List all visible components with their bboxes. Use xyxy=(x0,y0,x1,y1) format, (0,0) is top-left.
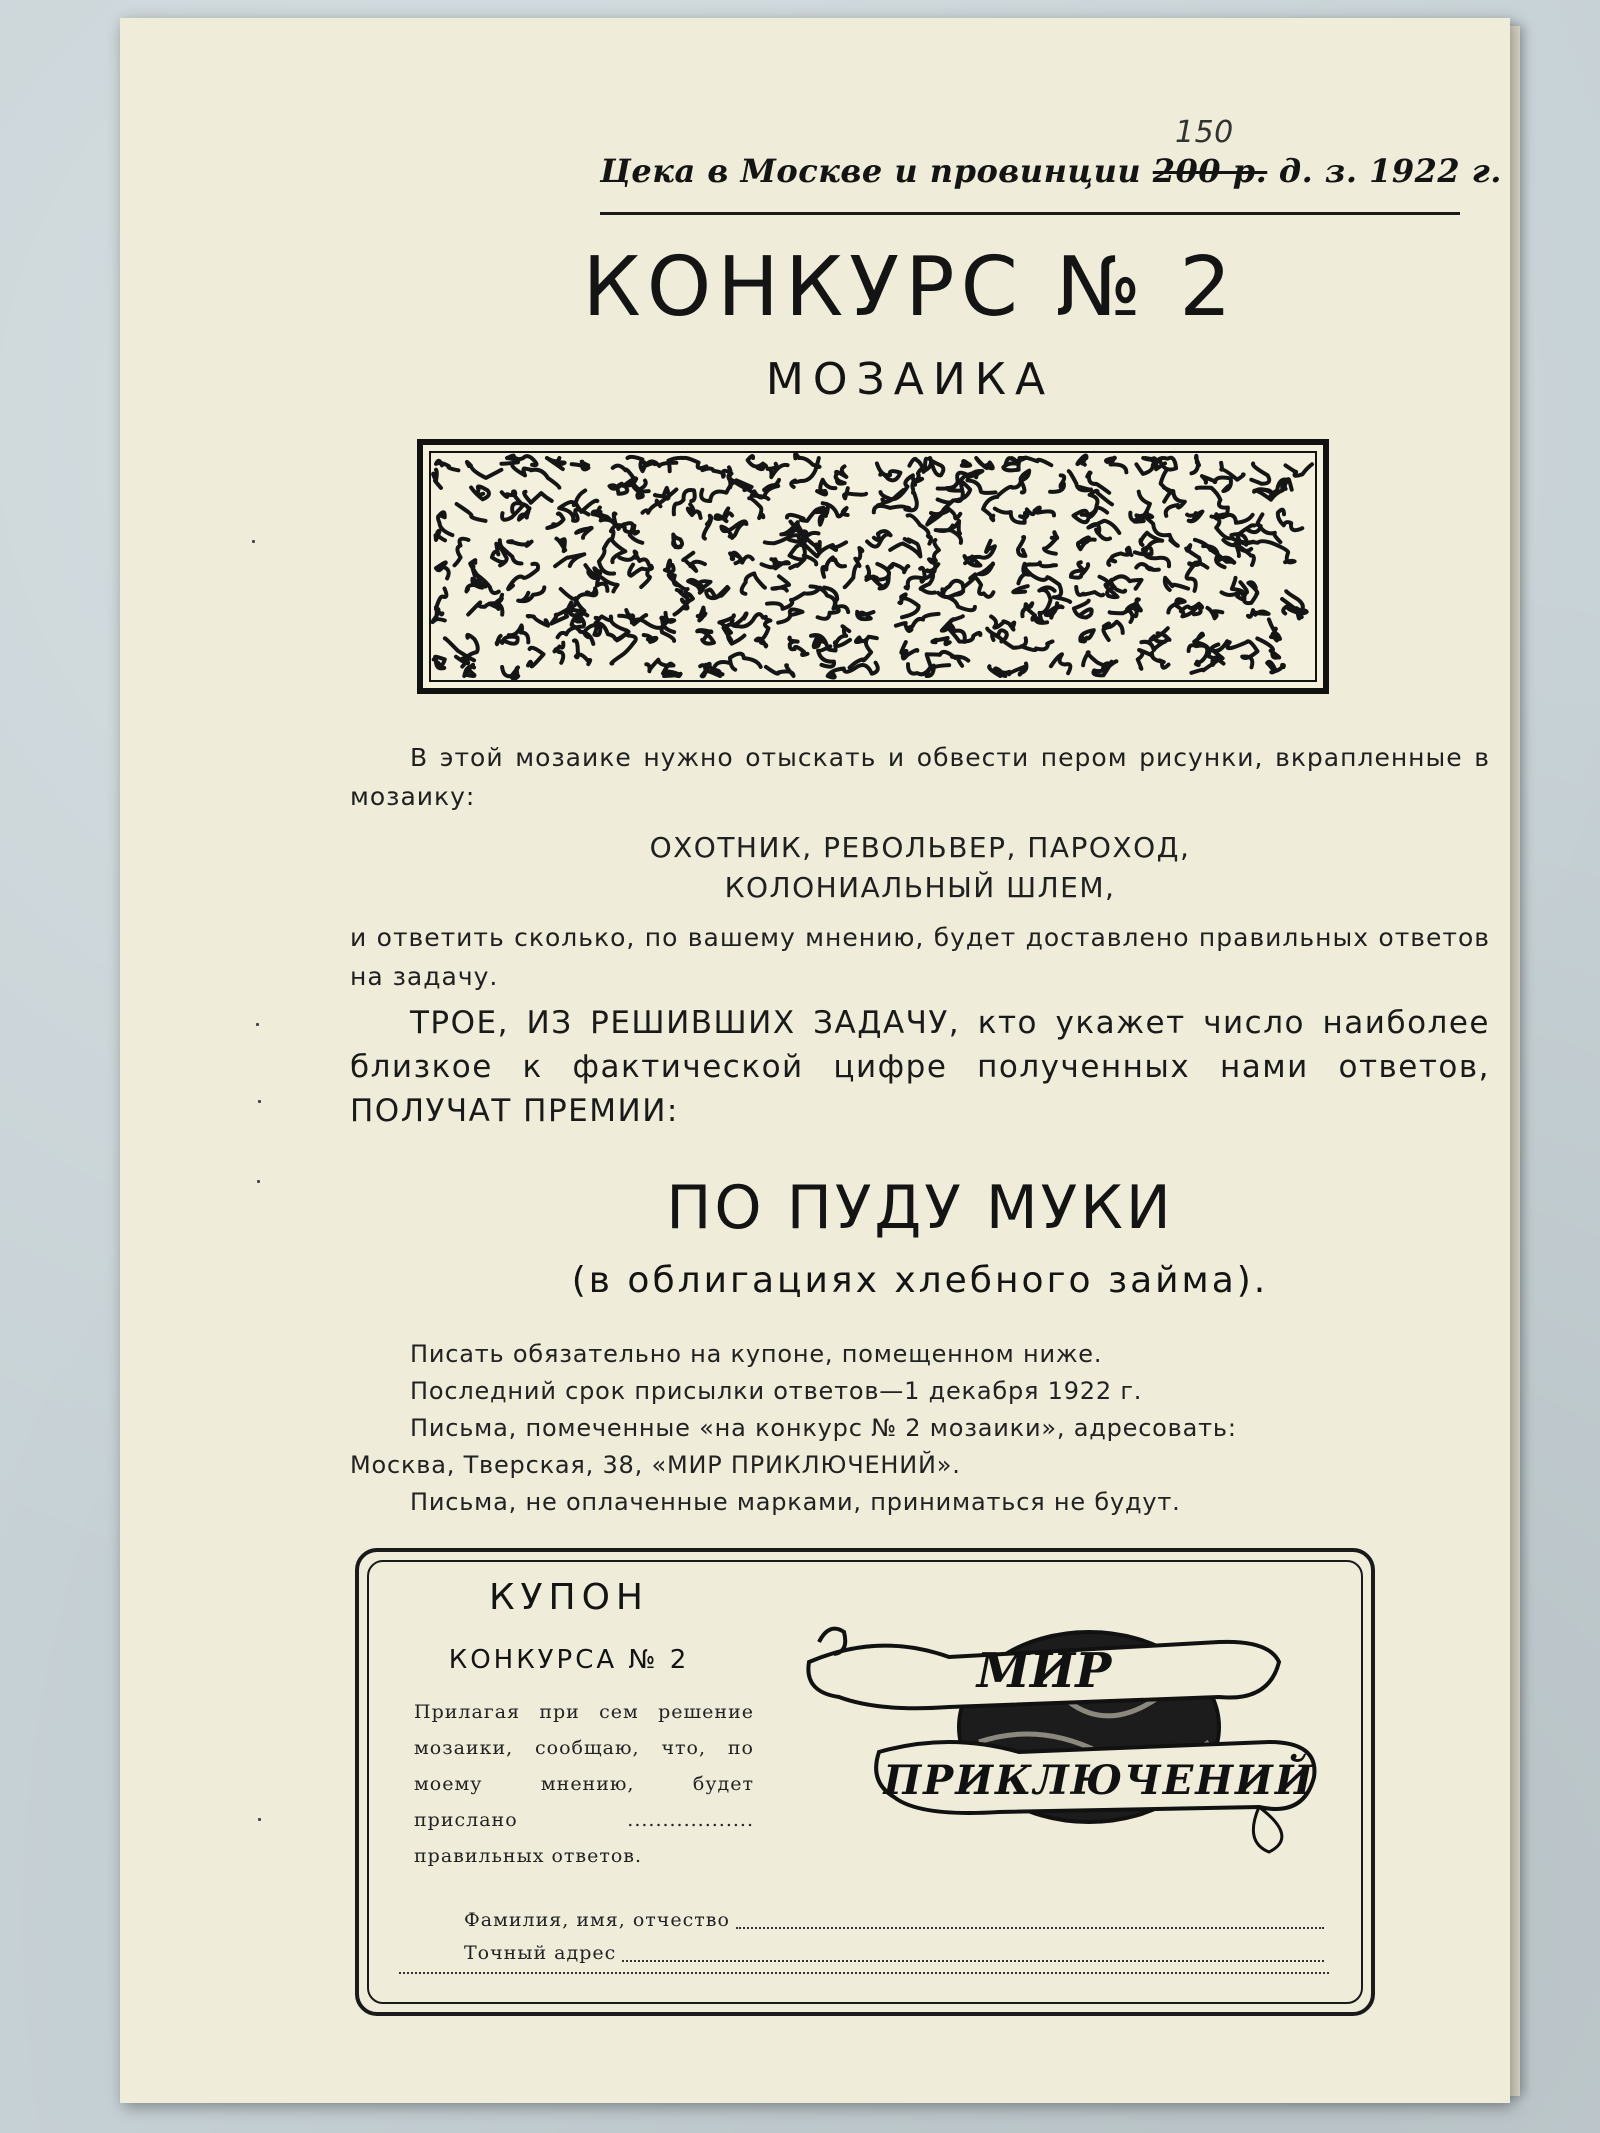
name-field-line[interactable] xyxy=(736,1927,1324,1929)
handwritten-price-note: 150 xyxy=(1175,115,1234,150)
intro-paragraph: В этой мозаике нужно отыскать и обвести пером рисунки, вкрапленные в мозаику: xyxy=(350,743,1490,811)
prize-note: (в облигациях хлебного займа). xyxy=(571,1260,1269,1301)
name-field[interactable] xyxy=(464,1905,1324,1935)
mosaic-pattern xyxy=(416,438,1330,695)
price-suffix: д. з. 1922 г. xyxy=(1267,152,1502,190)
rule-line-3: Письма, помеченные «на конкурс № 2 мозаики», адресовать: xyxy=(410,1414,1237,1442)
coupon-title: КУПОН xyxy=(489,1577,649,1618)
rule-line-1: Писать обязательно на купоне, помещенном ниже. xyxy=(410,1340,1103,1368)
scan-speck xyxy=(257,1180,260,1183)
coupon-statement xyxy=(414,1694,754,1874)
coupon-statement-part-1: Прилагая при сем решение мозаики, сообщаю, что, по моему мнению, будет прислано xyxy=(414,1701,754,1831)
hidden-items-line-2: КОЛОНИАЛЬНЫЙ ШЛЕМ, xyxy=(724,871,1116,904)
mir-priklyucheniy-logo xyxy=(799,1602,1329,1862)
answer-paragraph: и ответить сколько, по вашему мнению, будет доставлено правильных ответов на задачу. xyxy=(350,923,1490,991)
address-extra-line[interactable] xyxy=(399,1972,1329,1974)
scan-speck xyxy=(252,540,255,543)
price-line xyxy=(600,115,1502,215)
winners-paragraph: ТРОЕ, ИЗ РЕШИВШИХ ЗАДАЧУ, кто укажет число наиболее близкое к фактической цифре полученных нами ответов, ПОЛУЧАТ ПРЕМИИ: xyxy=(350,1005,1490,1129)
mosaic-stroke xyxy=(962,461,970,466)
contest-title: КОНКУРС № 2 xyxy=(582,240,1238,335)
address-field-line[interactable] xyxy=(622,1960,1324,1962)
address-field-label: Точный адрес xyxy=(464,1942,617,1964)
hidden-items-list xyxy=(350,828,1490,908)
magazine-page xyxy=(120,18,1510,2103)
prize-heading: ПО ПУДУ МУКИ xyxy=(666,1173,1174,1243)
price-struck-value: 200 р. xyxy=(1152,152,1268,190)
mosaic-stroke xyxy=(434,657,445,669)
scan-speck xyxy=(256,1023,259,1026)
scan-speck xyxy=(258,1818,261,1821)
rule-line-2: Последний срок присылки ответов—1 декабря 1922 г. xyxy=(410,1377,1143,1405)
answer-count-blank[interactable]: .................. xyxy=(627,1809,754,1831)
name-field-label: Фамилия, имя, отчество xyxy=(464,1909,730,1931)
hidden-items-line-1: ОХОТНИК, РЕВОЛЬВЕР, ПАРОХОД, xyxy=(649,831,1191,864)
scan-speck xyxy=(258,1100,261,1103)
coupon-statement-part-2: правильных ответов. xyxy=(414,1845,643,1867)
rule-line-4: Москва, Тверская, 38, «МИР ПРИКЛЮЧЕНИЙ». xyxy=(350,1451,961,1479)
logo-word-mir: МИР xyxy=(976,1643,1112,1699)
rules-block xyxy=(350,1336,1500,1521)
address-field[interactable] xyxy=(464,1938,1324,1968)
logo-word-priklyucheniy: ПРИКЛЮЧЕНИЙ xyxy=(883,1757,1315,1804)
coupon-subtitle: КОНКУРСА № 2 xyxy=(448,1645,690,1675)
globe-emblem-icon xyxy=(799,1602,1329,1862)
contest-subtitle: МОЗАИКА xyxy=(765,354,1055,405)
price-prefix: Цека в Москве и провинции xyxy=(600,152,1153,190)
mosaic-puzzle-image xyxy=(416,438,1330,695)
contest-coupon[interactable] xyxy=(355,1548,1375,2016)
rule-line-5: Письма, не оплаченные марками, приниматься не будут. xyxy=(410,1488,1181,1516)
